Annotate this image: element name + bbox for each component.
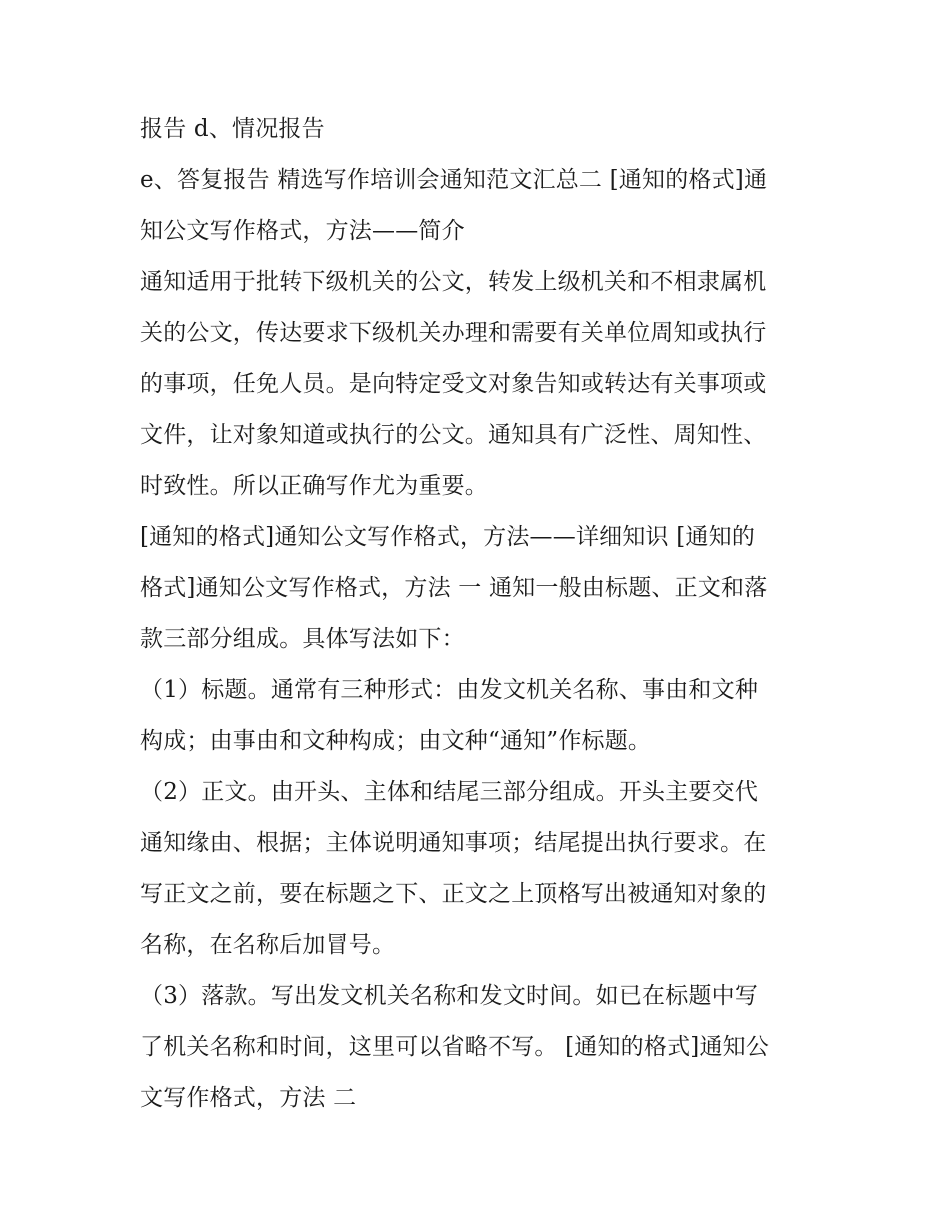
text-line: 了机关名称和时间，这里可以省略不写。 [通知的格式]通知公: [140, 1034, 770, 1060]
text-line: 名称，在名称后加冒号。: [140, 932, 396, 958]
text-line: e、答复报告 精选写作培训会通知范文汇总二 [通知的格式]通: [140, 167, 768, 193]
text-line: 通知适用于批转下级机关的公文，转发上级机关和不相隶属机: [140, 269, 767, 295]
text-line: 时致性。所以正确写作尤为重要。: [140, 473, 488, 499]
text-line: 关的公文，传达要求下级机关办理和需要有关单位周知或执行: [140, 320, 767, 346]
text-line: 文写作格式，方法 二: [140, 1085, 357, 1111]
text-line: [通知的格式]通知公文写作格式，方法——详细知识 [通知的: [140, 524, 756, 550]
document-body: [140, 104, 812, 1124]
text-line: 的事项，任免人员。是向特定受文对象告知或转达有关事项或: [140, 371, 767, 397]
text-line: （1）标题。通常有三种形式：由发文机关名称、事由和文种: [140, 677, 759, 703]
text-line: 写正文之前，要在标题之下、正文之上顶格写出被通知对象的: [140, 881, 767, 907]
text-line: 构成；由事由和文种构成；由文种“通知”作标题。: [140, 728, 652, 754]
text-line: 知公文写作格式，方法——简介: [140, 218, 465, 244]
text-line: 文件，让对象知道或执行的公文。通知具有广泛性、周知性、: [140, 422, 767, 448]
text-line: 格式]通知公文写作格式，方法 一 通知一般由标题、正文和落: [140, 575, 768, 601]
text-line: （2）正文。由开头、主体和结尾三部分组成。开头主要交代: [140, 779, 759, 805]
text-line: 报告 d、情况报告: [140, 116, 325, 142]
text-line: 款三部分组成。具体写法如下：: [140, 626, 465, 652]
text-line: （3）落款。写出发文机关名称和发文时间。如已在标题中写: [140, 983, 759, 1009]
text-line: 通知缘由、根据；主体说明通知事项；结尾提出执行要求。在: [140, 830, 767, 856]
